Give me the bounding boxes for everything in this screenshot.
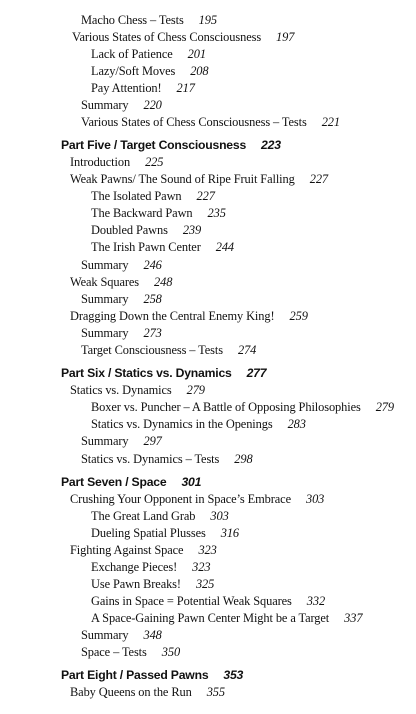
toc-entry-page: 246	[143, 258, 162, 272]
toc-entry	[91, 205, 226, 222]
toc-entry-page: 348	[143, 628, 162, 642]
toc-entry	[70, 542, 217, 559]
toc-entry	[91, 610, 362, 627]
toc-part-heading	[61, 473, 201, 491]
toc-entry	[91, 525, 239, 542]
toc-entry-title: Summary	[81, 628, 129, 642]
toc-entry-title: Dragging Down the Central Enemy King!	[70, 309, 275, 323]
toc-entry-page: 325	[195, 577, 215, 591]
toc-entry	[70, 491, 324, 508]
toc-entry-page: 258	[143, 292, 162, 306]
toc-entry-title: A Space-Gaining Pawn Center Might be a Target	[91, 611, 330, 625]
toc-entry	[91, 188, 215, 205]
toc-entry	[91, 416, 306, 433]
toc-entry-title: Statics vs. Dynamics – Tests	[81, 452, 220, 466]
toc-entry-title: Pay Attention!	[91, 81, 162, 95]
toc-entry-title: Various States of Chess Consciousness	[72, 30, 262, 44]
toc-entry	[81, 342, 256, 359]
toc-entry-page: 239	[182, 223, 202, 237]
toc-entry	[70, 154, 163, 171]
toc-entry-title: Weak Squares	[70, 275, 140, 289]
toc-entry-page: 337	[344, 611, 363, 625]
part-title: Part Five / Target Consciousness	[61, 138, 247, 152]
toc-entry-page: 297	[143, 434, 162, 448]
toc-entry-page: 259	[289, 309, 308, 323]
toc-entry-title: Gains in Space = Potential Weak Squares	[91, 594, 292, 608]
part-page: 223	[261, 138, 281, 152]
toc-entry-title: The Isolated Pawn	[91, 189, 182, 203]
toc-entry	[81, 644, 180, 661]
toc-entry-page: 227	[196, 189, 215, 203]
toc-entry-page: 279	[375, 400, 394, 414]
toc-entry-page: 316	[220, 526, 240, 540]
toc-entry-page: 217	[176, 81, 195, 95]
toc-entry-title: Summary	[81, 292, 129, 306]
toc-entry	[81, 627, 162, 644]
toc-entry-page: 201	[187, 47, 206, 61]
toc-entry	[91, 80, 195, 97]
toc-entry	[81, 433, 162, 450]
toc-entry-title: Summary	[81, 326, 129, 340]
toc-entry-page: 220	[143, 98, 162, 112]
toc-entry-title: Crushing Your Opponent in Space’s Embrace	[70, 492, 291, 506]
toc-entry-title: Statics vs. Dynamics	[70, 383, 172, 397]
toc-entry-page: 323	[198, 543, 217, 557]
toc-entry-title: Dueling Spatial Plusses	[91, 526, 206, 540]
toc-entry-page: 355	[206, 685, 225, 699]
toc-entry-title: Introduction	[70, 155, 131, 169]
toc-entry	[81, 114, 340, 131]
toc-entry-title: Various States of Chess Consciousness – Tests	[81, 115, 307, 129]
toc-entry-page: 221	[321, 115, 340, 129]
toc-entry-page: 235	[207, 206, 226, 220]
toc-entry-page: 332	[306, 594, 326, 608]
part-page: 353	[223, 668, 244, 682]
toc-entry-page: 244	[215, 240, 235, 254]
toc-entry-title: Use Pawn Breaks!	[91, 577, 181, 591]
toc-entry	[81, 291, 162, 308]
toc-entry-page: 350	[161, 645, 181, 659]
toc-entry	[70, 274, 172, 291]
toc-entry	[70, 308, 308, 325]
toc-entry-page: 195	[198, 13, 217, 27]
toc-entry-title: Summary	[81, 434, 129, 448]
toc-entry	[91, 222, 201, 239]
toc-entry	[91, 593, 325, 610]
toc-entry-title: Summary	[81, 258, 129, 272]
toc-entry	[91, 508, 229, 525]
toc-entry-page: 273	[143, 326, 162, 340]
part-title: Part Eight / Passed Pawns	[61, 668, 209, 682]
toc-entry-page: 225	[145, 155, 164, 169]
part-title: Part Seven / Space	[61, 475, 167, 489]
toc-entry-page: 303	[305, 492, 325, 506]
toc-entry-page: 283	[287, 417, 306, 431]
toc-entry-title: Summary	[81, 98, 129, 112]
toc-entry-page: 197	[276, 30, 295, 44]
toc-part-heading	[61, 364, 266, 382]
toc-entry-page: 279	[186, 383, 205, 397]
toc-part-heading	[61, 666, 243, 684]
toc-entry-title: Lazy/Soft Moves	[91, 64, 176, 78]
toc-entry	[81, 257, 162, 274]
toc-entry-title: The Backward Pawn	[91, 206, 193, 220]
toc-entry	[91, 46, 206, 63]
toc-entry-page: 227	[309, 172, 329, 186]
toc-entry	[91, 559, 210, 576]
toc-entry-title: Baby Queens on the Run	[70, 685, 192, 699]
toc-entry-page: 303	[210, 509, 229, 523]
toc-entry-title: Fighting Against Space	[70, 543, 184, 557]
toc-entry-page: 323	[192, 560, 211, 574]
toc-entry	[70, 684, 225, 701]
toc-entry-page: 298	[234, 452, 253, 466]
toc-entry-title: Doubled Pawns	[91, 223, 168, 237]
toc-entry	[91, 63, 209, 80]
toc-entry	[91, 576, 214, 593]
part-page: 301	[181, 475, 202, 489]
toc-entry-title: Weak Pawns/ The Sound of Ripe Fruit Falling	[70, 172, 295, 186]
toc-part-heading	[61, 136, 281, 154]
part-title: Part Six / Statics vs. Dynamics	[61, 366, 232, 380]
toc-entry-title: Lack of Patience	[91, 47, 173, 61]
toc-entry-title: The Great Land Grab	[91, 509, 196, 523]
toc-entry-title: The Irish Pawn Center	[91, 240, 201, 254]
toc-entry	[91, 239, 234, 256]
toc-entry-title: Exchange Pieces!	[91, 560, 178, 574]
toc-entry	[81, 451, 253, 468]
toc-entry	[81, 97, 162, 114]
toc-entry	[81, 12, 217, 29]
toc-entry-page: 274	[237, 343, 257, 357]
toc-entry-title: Space – Tests	[81, 645, 147, 659]
toc-entry-title: Boxer vs. Puncher – A Battle of Opposing Philosophies	[91, 400, 361, 414]
part-page: 277	[246, 366, 267, 380]
toc-entry-title: Macho Chess – Tests	[81, 13, 184, 27]
toc-entry	[81, 325, 162, 342]
toc-entry-page: 208	[190, 64, 209, 78]
toc-entry	[91, 399, 394, 416]
toc-entry-title: Target Consciousness – Tests	[81, 343, 223, 357]
toc-entry-page: 248	[154, 275, 173, 289]
toc-entry	[72, 29, 294, 46]
toc-entry	[70, 171, 328, 188]
toc-entry-title: Statics vs. Dynamics in the Openings	[91, 417, 273, 431]
toc-entry	[70, 382, 205, 399]
